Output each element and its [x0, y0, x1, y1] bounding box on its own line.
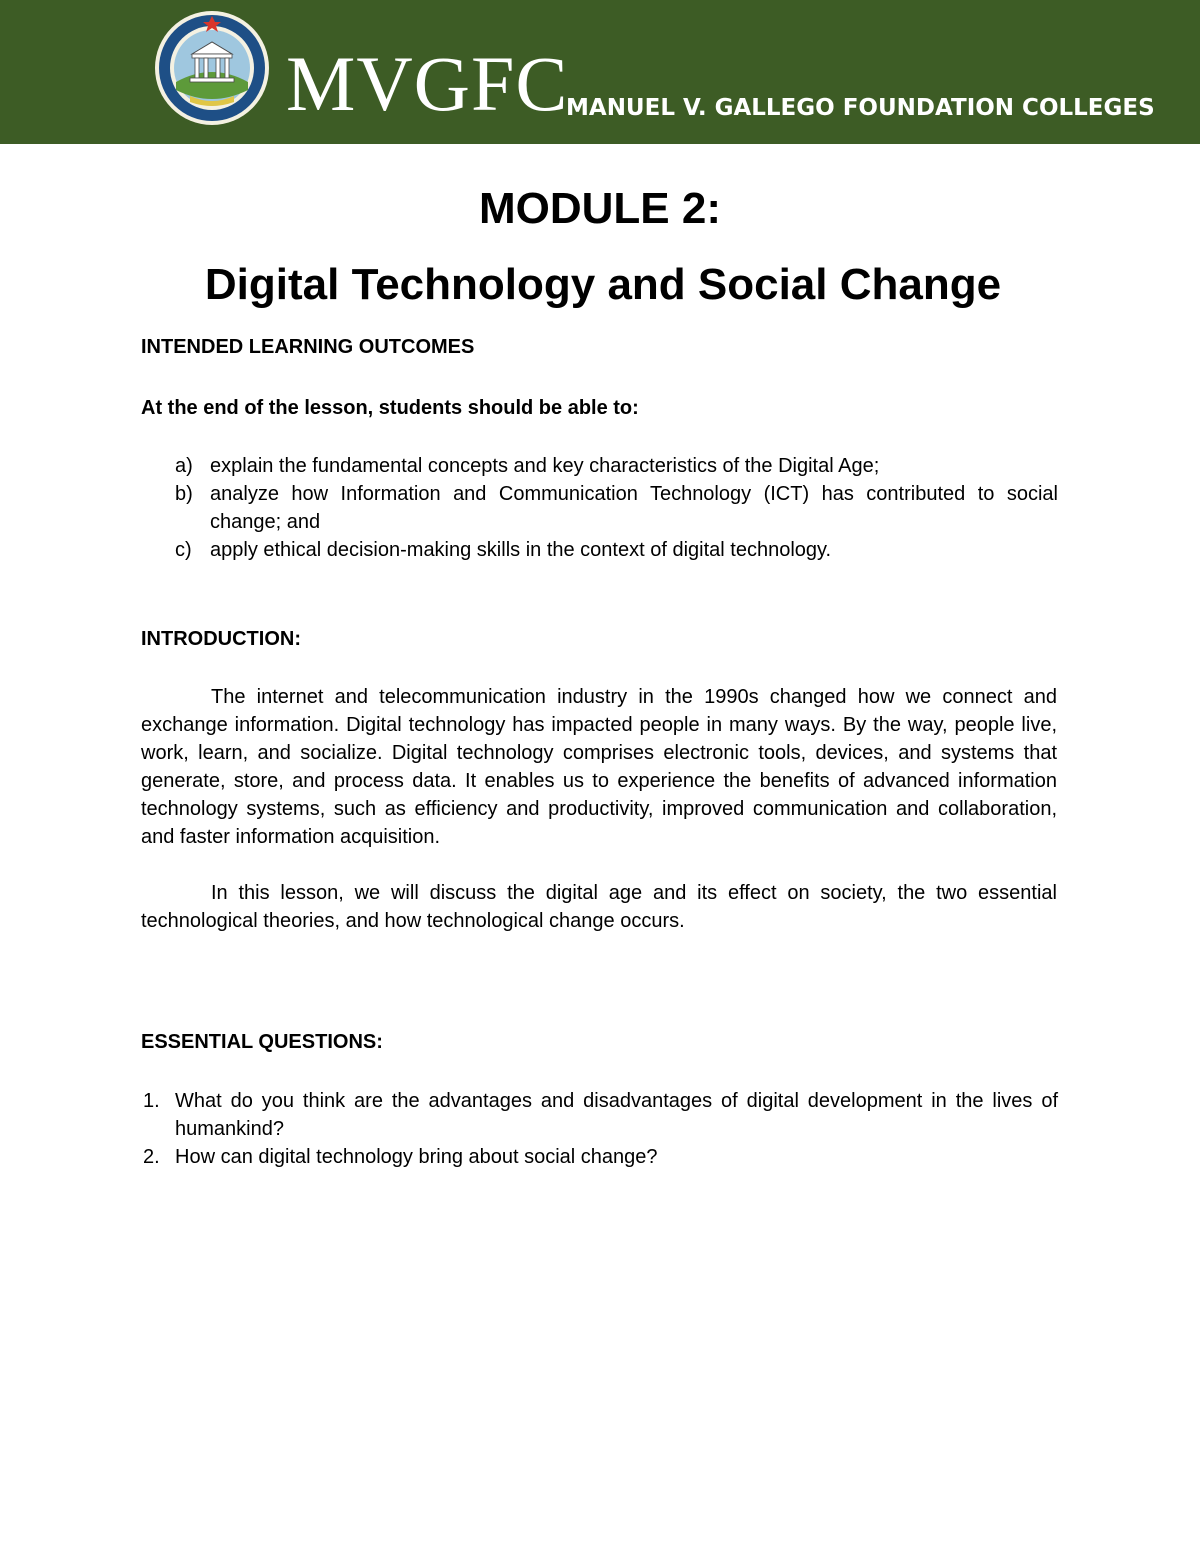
question-item — [140, 1143, 1058, 1171]
question-item — [140, 1087, 1058, 1143]
college-header-banner — [0, 0, 1200, 144]
outcome-item — [140, 536, 1058, 564]
outcomes-heading: INTENDED LEARNING OUTCOMES — [141, 336, 475, 358]
question-marker: 1. — [143, 1090, 160, 1112]
outcome-marker: a) — [175, 455, 193, 477]
outcome-marker: b) — [175, 483, 193, 505]
outcome-text: analyze how Information and Communication Technology (ICT) has contributed to social change; and — [210, 483, 1058, 533]
question-text: How can digital technology bring about social change? — [175, 1146, 658, 1168]
college-acronym: MVGFC — [286, 40, 569, 127]
module-number: MODULE 2: — [479, 184, 721, 233]
outcome-text: apply ethical decision-making skills in the context of digital technology. — [210, 539, 832, 561]
question-marker: 2. — [143, 1146, 160, 1168]
questions-list — [140, 1087, 1058, 1171]
outcome-item — [140, 480, 1058, 536]
outcomes-list — [140, 452, 1058, 564]
module-title: Digital Technology and Social Change — [204, 260, 1002, 309]
question-text: What do you think are the advantages and disadvantages of digital development in the lives of humankind? — [175, 1090, 1058, 1140]
questions-heading: ESSENTIAL QUESTIONS: — [141, 1031, 383, 1053]
introduction-heading: INTRODUCTION: — [141, 628, 301, 650]
outcome-text: explain the fundamental concepts and key characteristics of the Digital Age; — [210, 455, 880, 477]
outcomes-lead: At the end of the lesson, students should be able to: — [141, 397, 639, 419]
introduction-paragraph: In this lesson, we will discuss the digital age and its effect on society, the two essential technological theories, and how technological change occurs. — [141, 882, 1057, 932]
college-full-name: MANUEL V. GALLEGO FOUNDATION COLLEGES — [566, 95, 1155, 121]
introduction-paragraph: The internet and telecommunication industry in the 1990s changed how we connect and exchange information. Digital technology has impacted people in many ways. By the way, people live, work, learn, and socialize. Digital technology comprises electronic tools, devices, and systems that generate, store, and process data. It enables us to experience the benefits of advanced information technology systems, such as efficiency and productivity, improved communication and collaboration, and faster information acquisition. — [141, 686, 1057, 848]
outcome-item — [140, 452, 1058, 480]
college-seal-icon — [154, 10, 270, 126]
outcome-marker: c) — [175, 539, 192, 561]
